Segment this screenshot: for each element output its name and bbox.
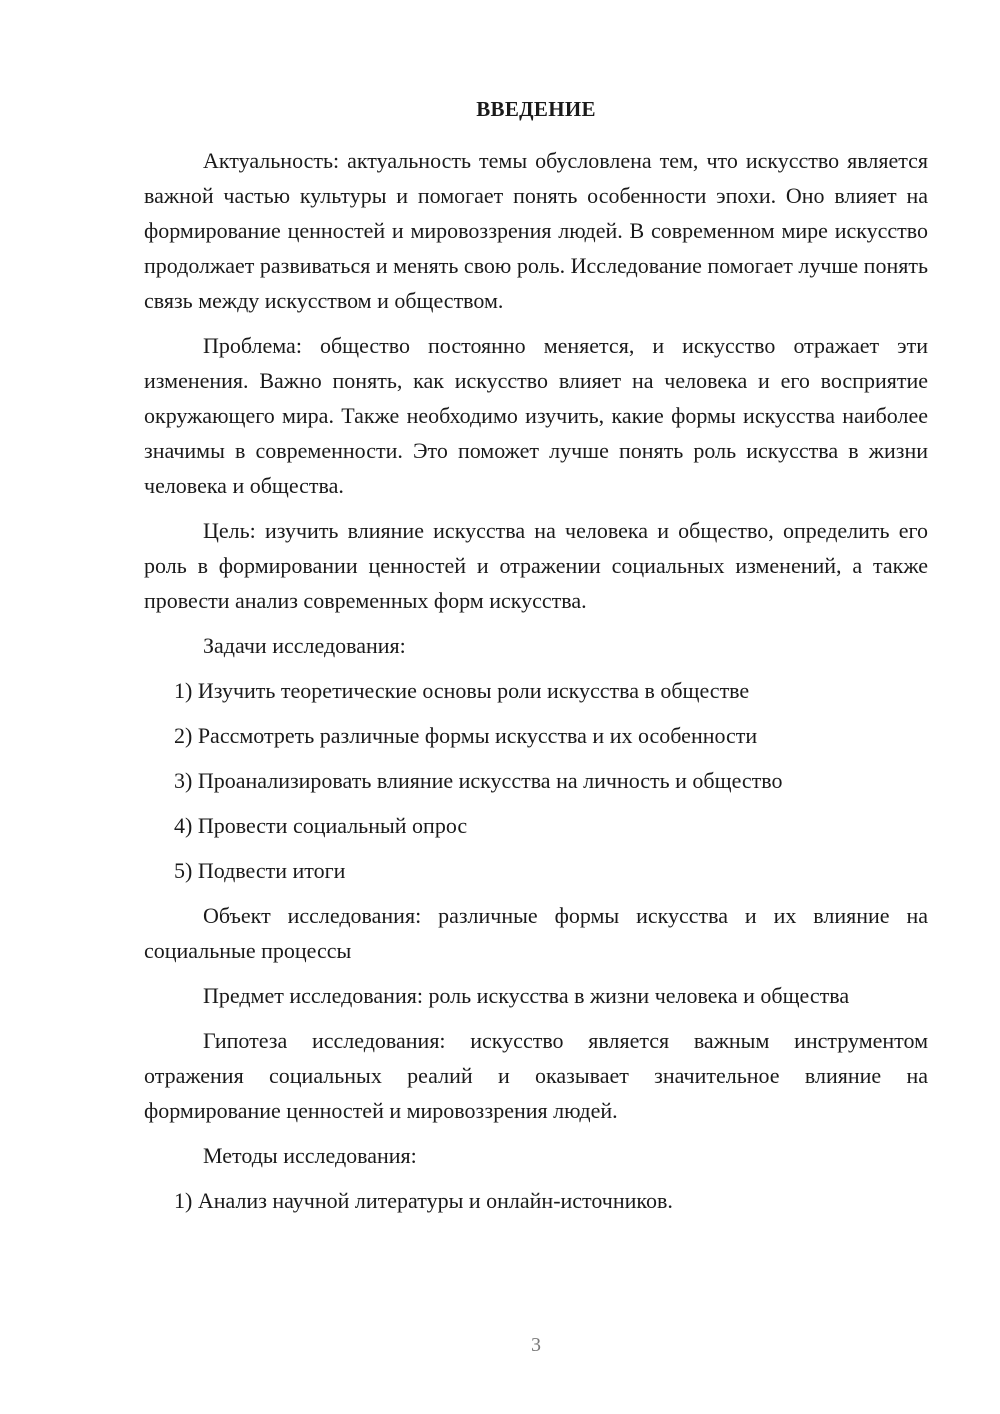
task-item: 5) Подвести итоги — [174, 858, 346, 883]
task-item: 2) Рассмотреть различные формы искусства и их особенности — [174, 723, 758, 748]
methods-list — [144, 1183, 928, 1218]
problem-paragraph: Проблема: общество постоянно меняется, и искусство отражает эти изменения. Важно понять, как искусство влияет на человека и его восприятие окружающего мира. Также необходимо изучить, какие формы искусства наиболее значимы в современности. Это поможет лучше понять роль искусства в жизни человека и общества. — [144, 333, 928, 498]
page-number: 3 — [531, 1334, 541, 1356]
method-item: 1) Анализ научной литературы и онлайн-источников. — [174, 1188, 673, 1213]
tasks-heading: Задачи исследования: — [203, 633, 406, 658]
task-item: 4) Провести социальный опрос — [174, 813, 468, 838]
goal-paragraph: Цель: изучить влияние искусства на человека и общество, определить его роль в формировании ценностей и отражении социальных изменений, а также провести анализ современных форм искусства. — [144, 518, 928, 613]
task-item: 3) Проанализировать влияние искусства на личность и общество — [174, 768, 783, 793]
tasks-list — [144, 673, 928, 888]
subject-paragraph: Предмет исследования: роль искусства в жизни человека и общества — [203, 983, 850, 1008]
document-title: ВВЕДЕНИЕ — [476, 97, 596, 121]
relevance-paragraph: Актуальность: актуальность темы обусловлена тем, что искусство является важной частью культуры и помогает понять особенности эпохи. Оно влияет на формирование ценностей и мировоззрения людей. В современном мире искусство продолжает развиваться и менять свою роль. Исследование помогает лучше понять связь между искусством и обществом. — [144, 148, 928, 313]
task-item: 1) Изучить теоретические основы роли искусства в обществе — [174, 678, 750, 703]
document-page — [144, 92, 928, 1228]
methods-heading: Методы исследования: — [203, 1143, 417, 1168]
hypothesis-paragraph: Гипотеза исследования: искусство является важным инструментом отражения социальных реалий и оказывает значительное влияние на формирование ценностей и мировоззрения людей. — [144, 1028, 928, 1123]
object-paragraph: Объект исследования: различные формы искусства и их влияние на социальные процессы — [144, 903, 928, 963]
